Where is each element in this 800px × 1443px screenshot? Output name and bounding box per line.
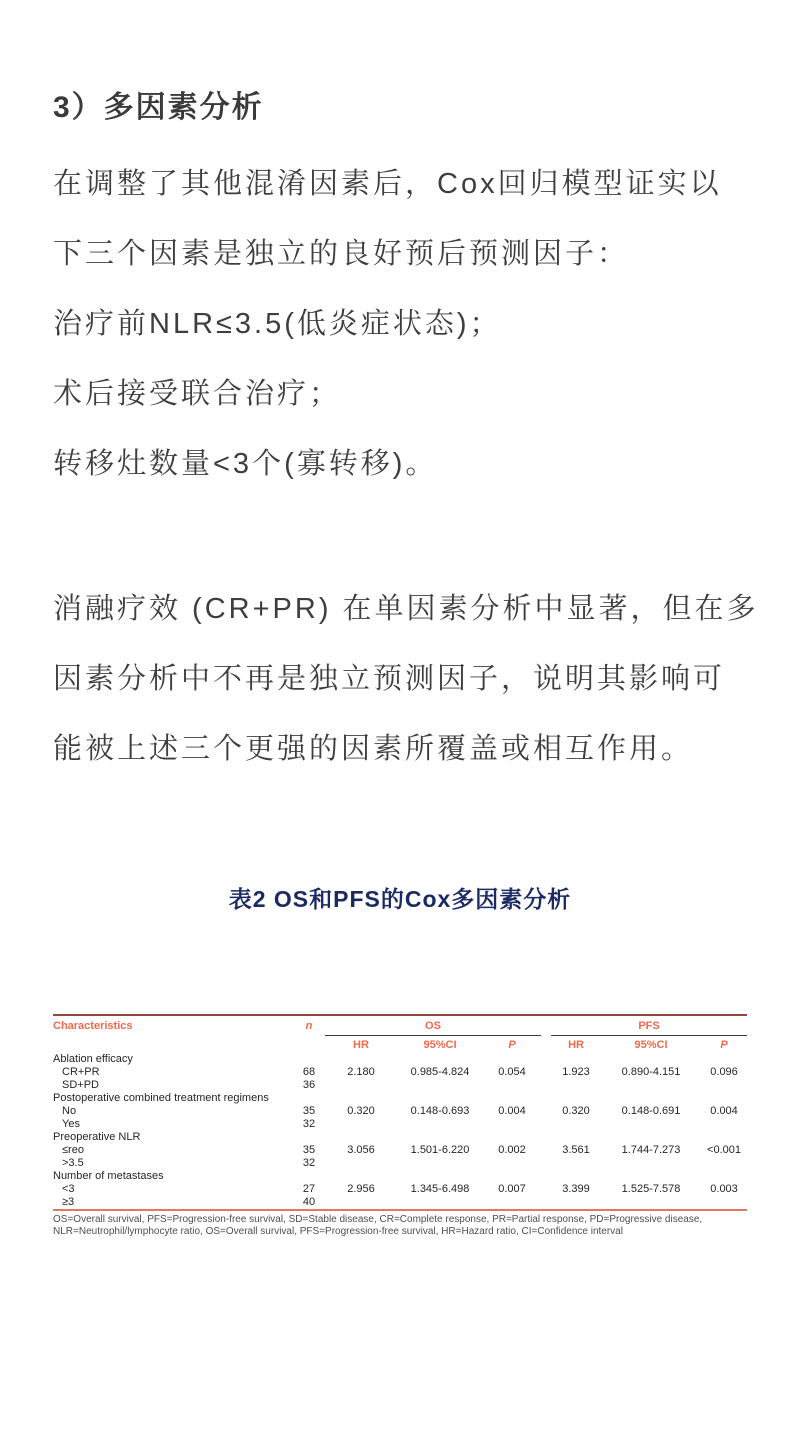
factor-line: 治疗前NLR≤3.5(低炎症状态)； — [53, 308, 502, 340]
table-cell: <0.001 — [707, 1144, 741, 1156]
table-row — [53, 1144, 747, 1157]
table-cell: 3.399 — [562, 1183, 590, 1195]
table-cell — [397, 1092, 483, 1105]
n-column-header: n — [305, 1020, 313, 1032]
cox-multivariate-table — [53, 1014, 747, 1211]
table-cell — [325, 1170, 397, 1183]
article-page — [0, 90, 800, 1237]
table-cell — [541, 1183, 551, 1196]
section-heading: 3）多因素分析 — [53, 91, 264, 124]
table-row — [53, 1105, 747, 1118]
table-cell — [551, 1118, 601, 1131]
table-cell: 1.525-7.578 — [621, 1183, 681, 1195]
table-cell — [483, 1131, 541, 1144]
table-cell — [293, 1131, 325, 1144]
os-group-header: OS — [325, 1015, 541, 1036]
table-cell — [701, 1170, 747, 1183]
table-row — [53, 1066, 747, 1079]
table-cell — [551, 1170, 601, 1183]
table-cell: 0.007 — [498, 1183, 526, 1195]
table-cell — [325, 1079, 397, 1092]
text-line: 在调整了其他混淆因素后，Cox回归模型证实以 — [53, 168, 722, 200]
table-row — [53, 1157, 747, 1170]
table-cell: 3.561 — [562, 1144, 590, 1156]
table-cell — [483, 1157, 541, 1170]
table-cell: 0.004 — [710, 1105, 738, 1117]
table-cell — [541, 1066, 551, 1079]
table-header — [53, 1015, 747, 1053]
table-cell — [541, 1079, 551, 1092]
table-row — [53, 1170, 747, 1183]
table-row — [53, 1053, 747, 1066]
table-cell — [397, 1053, 483, 1066]
table-cell — [601, 1131, 701, 1144]
characteristics-column-header: Characteristics — [53, 1020, 133, 1032]
table-cell — [293, 1092, 325, 1105]
table-cell — [483, 1092, 541, 1105]
table-cell — [551, 1079, 601, 1092]
pfs-ci-header: 95%CI — [634, 1038, 668, 1051]
table-cell: 36 — [302, 1079, 316, 1091]
text-line: 消融疗效 (CR+PR) 在单因素分析中显著，但在多 — [53, 593, 759, 625]
factor-line: 术后接受联合治疗； — [53, 378, 342, 410]
table-cell: ≥3 — [62, 1196, 75, 1208]
os-ci-header: 95%CI — [423, 1038, 457, 1051]
table-cell — [483, 1170, 541, 1183]
table-cell — [325, 1157, 397, 1170]
table-cell: <3 — [62, 1183, 75, 1195]
table-cell: 35 — [302, 1144, 316, 1156]
table-cell: 0.890-4.151 — [621, 1066, 681, 1078]
table-cell — [397, 1079, 483, 1092]
table-cell — [701, 1079, 747, 1092]
header-row-groups — [53, 1015, 747, 1036]
table-cell — [541, 1170, 551, 1183]
table-cell: 0.148-0.693 — [410, 1105, 470, 1117]
table-cell — [541, 1131, 551, 1144]
text-line: 因素分析中不再是独立预测因子，说明其影响可 — [53, 663, 726, 695]
table-cell: 0.004 — [498, 1105, 526, 1117]
table-cell: 2.956 — [347, 1183, 375, 1195]
table-cell — [541, 1092, 551, 1105]
table-cell — [293, 1053, 325, 1066]
table-cell — [483, 1118, 541, 1131]
table-cell: Preoperative NLR — [53, 1131, 141, 1143]
table-cell — [601, 1079, 701, 1092]
table-row — [53, 1118, 747, 1131]
table-cell: 1.501-6.220 — [410, 1144, 470, 1156]
table-cell — [601, 1053, 701, 1066]
table-cell: 1.744-7.273 — [621, 1144, 681, 1156]
text-line: 能被上述三个更强的因素所覆盖或相互作用。 — [53, 733, 694, 765]
table-cell: 35 — [302, 1105, 316, 1117]
factor-line: 转移灶数量<3个(寡转移)。 — [53, 448, 438, 480]
table-cell: 0.002 — [498, 1144, 526, 1156]
table-cell: 0.054 — [498, 1066, 526, 1078]
table-cell: 1.923 — [562, 1066, 590, 1078]
table-cell — [601, 1157, 701, 1170]
intro-paragraph — [53, 149, 747, 499]
table-cell — [397, 1196, 483, 1210]
pfs-hr-header: HR — [568, 1038, 584, 1051]
table-cell — [541, 1118, 551, 1131]
table-cell — [601, 1196, 701, 1210]
table-row — [53, 1196, 747, 1210]
table-cell: 1.345-6.498 — [410, 1183, 470, 1195]
table-cell — [551, 1092, 601, 1105]
table-cell — [701, 1131, 747, 1144]
table-cell — [483, 1053, 541, 1066]
table-cell — [551, 1157, 601, 1170]
table-cell: CR+PR — [62, 1066, 100, 1078]
table-title: 表2 OS和PFS的Cox多因素分析 — [228, 886, 572, 912]
table-cell — [293, 1170, 325, 1183]
table-row — [53, 1092, 747, 1105]
table-cell: 0.985-4.824 — [410, 1066, 470, 1078]
table-cell: SD+PD — [62, 1079, 99, 1091]
table-cell: 32 — [302, 1157, 316, 1169]
os-hr-header: HR — [353, 1038, 369, 1051]
table-cell — [397, 1131, 483, 1144]
table-cell — [397, 1170, 483, 1183]
table-cell: Number of metastases — [53, 1170, 164, 1182]
pfs-group-header: PFS — [551, 1015, 747, 1036]
table-cell: 0.320 — [347, 1105, 375, 1117]
table-row — [53, 1079, 747, 1092]
table-cell — [551, 1053, 601, 1066]
table-cell — [701, 1157, 747, 1170]
table-row — [53, 1183, 747, 1196]
pfs-p-header: P — [720, 1038, 728, 1051]
table-cell — [541, 1144, 551, 1157]
table-cell — [397, 1118, 483, 1131]
table-cell — [483, 1196, 541, 1210]
table-cell: 0.148-0.691 — [621, 1105, 681, 1117]
text-line: 下三个因素是独立的良好预后预测因子： — [53, 238, 630, 270]
table-cell: 3.056 — [347, 1144, 375, 1156]
table-cell — [325, 1118, 397, 1131]
table-cell — [541, 1196, 551, 1210]
table-cell — [601, 1170, 701, 1183]
table-cell — [397, 1157, 483, 1170]
table-cell — [325, 1196, 397, 1210]
table-cell — [601, 1118, 701, 1131]
cox-table-container — [53, 1014, 747, 1237]
table-cell: >3.5 — [62, 1157, 84, 1169]
table-cell — [325, 1131, 397, 1144]
table-cell: ≤reo — [62, 1144, 84, 1156]
table-cell — [701, 1053, 747, 1066]
table-cell: Yes — [62, 1118, 80, 1130]
table-cell — [483, 1079, 541, 1092]
table-cell — [541, 1157, 551, 1170]
table-cell — [601, 1092, 701, 1105]
table-cell — [701, 1092, 747, 1105]
table-cell: 68 — [302, 1066, 316, 1078]
table-cell — [551, 1196, 601, 1210]
table-cell: 2.180 — [347, 1066, 375, 1078]
table-cell: 0.320 — [562, 1105, 590, 1117]
table-footnote: OS=Overall survival, PFS=Progression-free survival, SD=Stable disease, CR=Complete response, PR=Partial response, PD=Progressive disease, NLR=Neutrophil/lymphocyte ratio, OS=Overall survival, PFS=Progression-free survival, HR=Hazard ratio, CI=Confidence interval — [53, 1214, 703, 1237]
table-cell — [325, 1092, 397, 1105]
table-cell — [701, 1196, 747, 1210]
table-cell — [541, 1105, 551, 1118]
table-cell: 27 — [302, 1183, 316, 1195]
table-cell: 32 — [302, 1118, 316, 1130]
os-p-header: P — [508, 1038, 516, 1051]
table-cell — [701, 1118, 747, 1131]
table-cell: 0.096 — [710, 1066, 738, 1078]
table-cell: 0.003 — [710, 1183, 738, 1195]
table-body — [53, 1053, 747, 1210]
table-cell — [325, 1053, 397, 1066]
column-gap — [541, 1015, 551, 1053]
table-cell: Postoperative combined treatment regimens — [53, 1092, 269, 1104]
table-cell — [541, 1053, 551, 1066]
table-row — [53, 1131, 747, 1144]
discussion-paragraph — [53, 574, 759, 784]
table-cell — [551, 1131, 601, 1144]
table-cell: 40 — [302, 1196, 316, 1208]
table-cell: Ablation efficacy — [53, 1053, 133, 1065]
table-cell: No — [62, 1105, 77, 1117]
